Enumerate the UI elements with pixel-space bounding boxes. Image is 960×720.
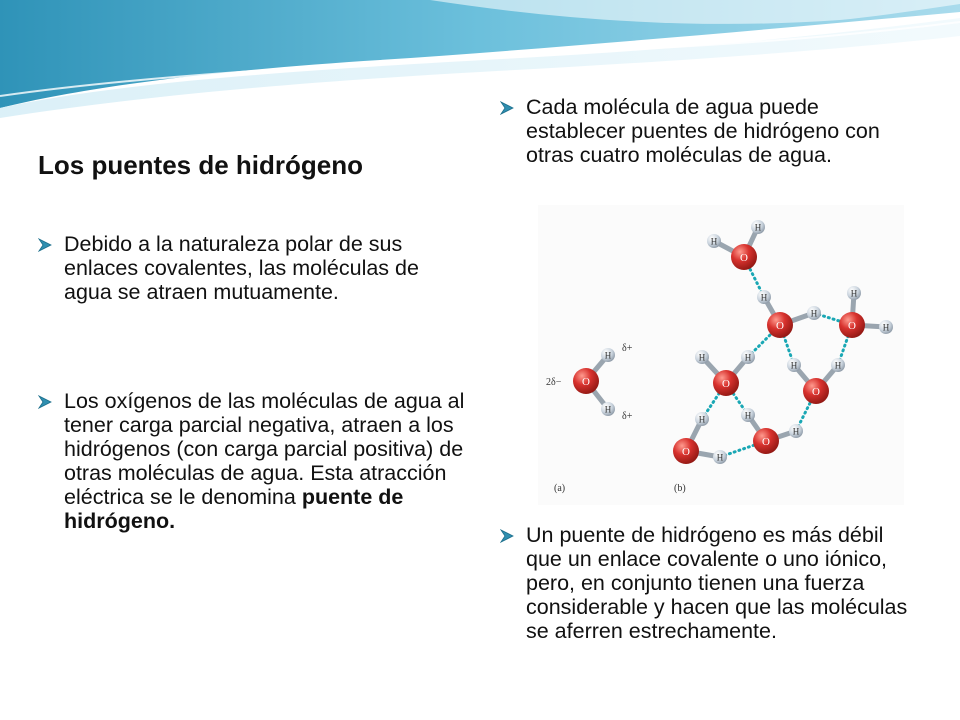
hydrogen-label: H (792, 426, 800, 437)
oxygen-atom (713, 370, 739, 396)
hydrogen-label: H (604, 350, 612, 361)
water-hydrogen-bond-diagram (538, 205, 904, 505)
oxygen-label: O (848, 320, 856, 332)
bullet-text-bold: puente de hidrógeno. (64, 485, 404, 533)
oxygen-label: O (762, 436, 770, 448)
oxygen-atom (753, 428, 779, 454)
hydrogen-label: H (604, 404, 612, 415)
hydrogen-label: H (850, 288, 858, 299)
hydrogen-atom (757, 290, 771, 304)
partial-negative-label: 2δ− (546, 377, 562, 388)
hydrogen-atom (741, 350, 755, 364)
hydrogen-label: H (744, 352, 752, 363)
hydrogen-label: H (790, 360, 798, 371)
hydrogen-atom (601, 402, 615, 416)
hydrogen-label: H (744, 410, 752, 421)
hydrogen-label: H (810, 308, 818, 319)
bullet-text: Cada molécula de agua puede establecer puentes de hidrógeno con otras cuatro moléculas de agua. (526, 95, 880, 167)
hydrogen-label: H (710, 236, 718, 247)
oxygen-label: O (682, 446, 690, 458)
bullet-text (64, 389, 478, 533)
hydrogen-atom (741, 408, 755, 422)
oxygen-label: O (722, 378, 730, 390)
partial-positive-label: δ+ (622, 343, 633, 354)
hydrogen-atom (695, 412, 709, 426)
oxygen-label: O (812, 386, 820, 398)
arrow-bullet-icon (500, 95, 526, 115)
oxygen-atom (731, 244, 757, 270)
hydrogen-label: H (882, 322, 890, 333)
bullet-polar-nature (38, 232, 458, 304)
bullet-text: Un puente de hidrógeno es más débil que un enlace covalente o uno iónico, pero, en conjunto tienen una fuerza considerable y hacen que las moléculas se aferren estrechamente. (526, 523, 908, 643)
bullet-oxygen-attraction (38, 389, 478, 533)
oxygen-label: O (582, 376, 590, 388)
partial-positive-label: δ+ (622, 411, 633, 422)
hydrogen-atom (847, 286, 861, 300)
oxygen-label: O (776, 320, 784, 332)
hydrogen-atom (789, 424, 803, 438)
hydrogen-label: H (834, 360, 842, 371)
oxygen-atom (803, 378, 829, 404)
hydrogen-atom (713, 450, 727, 464)
arrow-bullet-icon (38, 389, 64, 409)
bullet-bond-strength (500, 523, 920, 643)
panel-a-label: (a) (554, 483, 566, 494)
bullet-text: Debido a la naturaleza polar de sus enlaces covalentes, las moléculas de agua se atraen mutuamente. (64, 232, 419, 304)
hydrogen-atom (695, 350, 709, 364)
oxygen-atom (673, 438, 699, 464)
bullet-four-molecules (500, 95, 920, 167)
hydrogen-atom (807, 306, 821, 320)
hydrogen-atom (601, 348, 615, 362)
hydrogen-label: H (760, 292, 768, 303)
panel-b-label: (b) (674, 483, 686, 494)
oxygen-atom (767, 312, 793, 338)
arrow-bullet-icon (38, 232, 64, 252)
oxygen-atom (839, 312, 865, 338)
bullet-text-plain: Los oxígenos de las moléculas de agua al tener carga parcial negativa, atraen a los hidrógenos (con carga parcial positiva) de otras moléculas de agua. Esta atracción eléctrica se le denomina (64, 389, 465, 509)
arrow-bullet-icon (500, 523, 526, 543)
hydrogen-atom (751, 220, 765, 234)
hydrogen-label: H (716, 452, 724, 463)
hydrogen-label: H (754, 222, 762, 233)
hydrogen-atom (831, 358, 845, 372)
hydrogen-atom (787, 358, 801, 372)
hydrogen-atom (879, 320, 893, 334)
oxygen-atom (573, 368, 599, 394)
hydrogen-label: H (698, 414, 706, 425)
slide-title: Los puentes de hidrógeno (38, 150, 364, 180)
hydrogen-atom (707, 234, 721, 248)
oxygen-label: O (740, 252, 748, 264)
hydrogen-label: H (698, 352, 706, 363)
